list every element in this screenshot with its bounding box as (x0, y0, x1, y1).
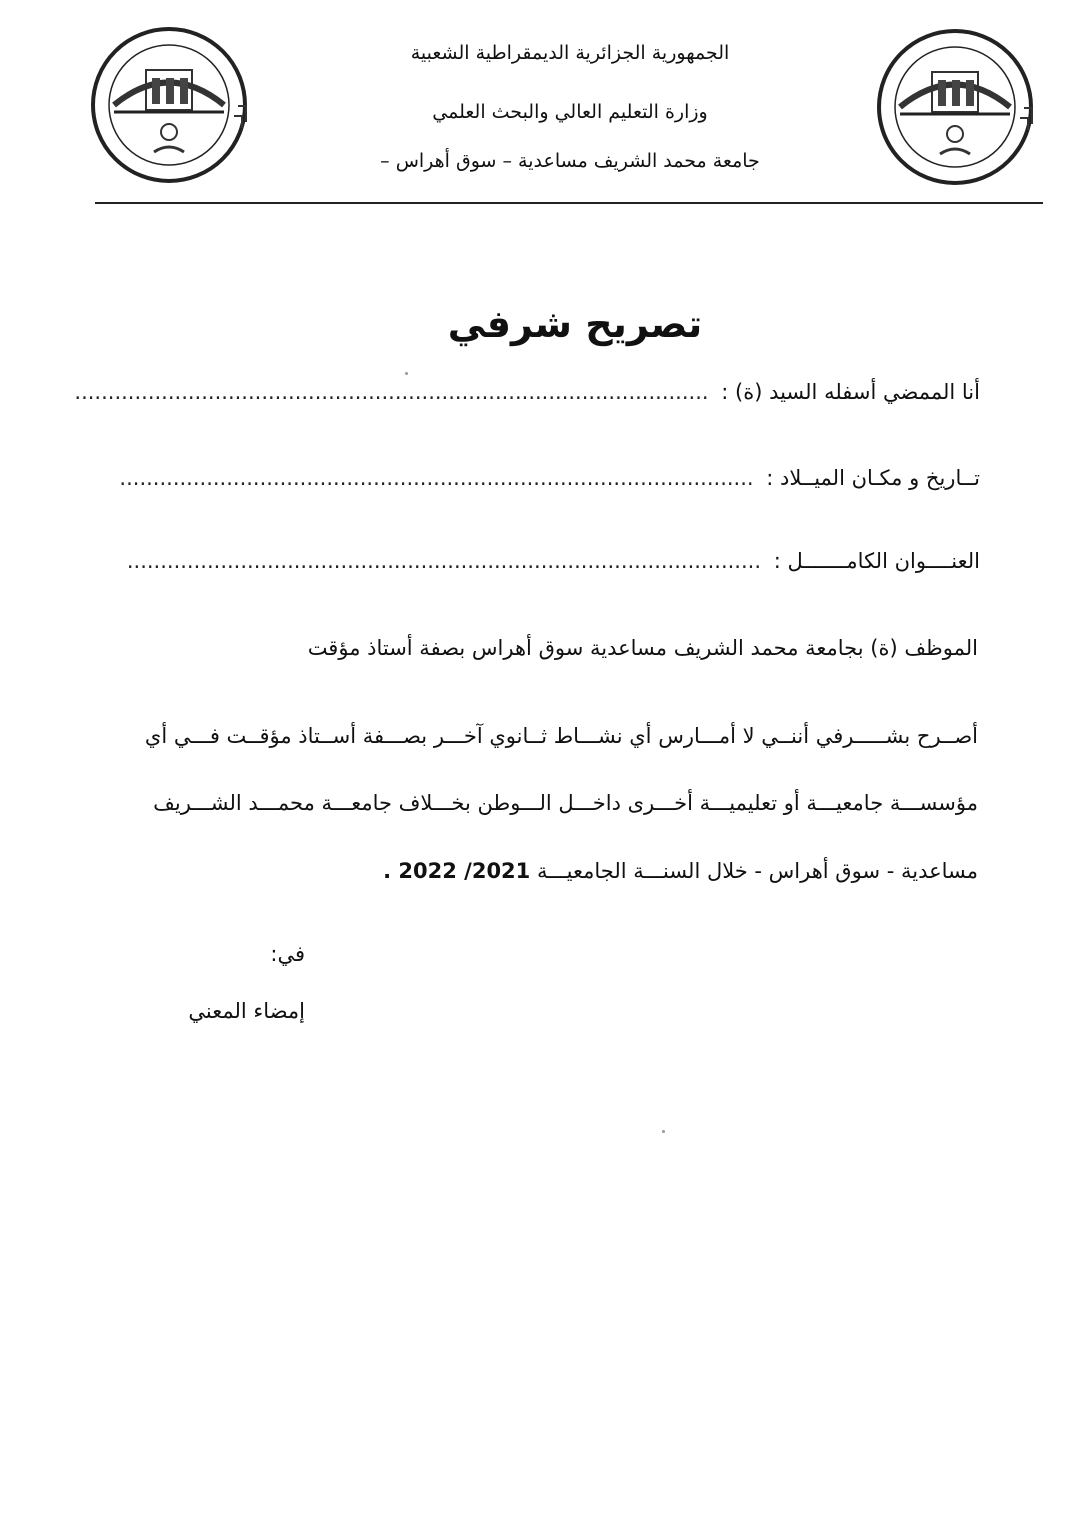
declaration-line-1: أصــرح بشـــــرفي أننــي لا أمـــارس أي نشـــاط ثــانوي آخـــر بصـــفة أســتاذ مؤقــت فـــي أي (144, 724, 978, 748)
ministry-name: وزارة التعليم العالي والبحث العلمي (432, 101, 708, 123)
address-label: العنــــوان الكامـــــــل : (773, 549, 980, 573)
scan-speck (662, 1130, 665, 1133)
university-seal-icon (870, 22, 1040, 192)
declaration-line-3 (100, 856, 978, 886)
university-seal-icon (84, 20, 254, 190)
birth-field (119, 466, 980, 490)
signature-label: إمضاء المعني (188, 999, 305, 1023)
name-field (74, 380, 980, 404)
birth-label: تــاريخ و مكـان الميــلاد : (766, 466, 980, 490)
address-field (126, 549, 980, 573)
place-label: في: (270, 942, 305, 966)
document-title: تصريح شرفي (447, 302, 703, 346)
academic-year: 2021/ 2022 . (383, 859, 531, 883)
address-blank: ............................................................................................... (126, 549, 762, 573)
header-divider (95, 202, 1043, 204)
birth-blank: ............................................................................................... (119, 466, 754, 490)
scan-speck (405, 372, 408, 375)
name-blank: ............................................................................................... (74, 380, 709, 404)
republic-name: الجمهورية الجزائرية الديمقراطية الشعبية (410, 42, 730, 64)
declaration-line-2: مؤسســـة جامعيـــة أو تعليميـــة أخـــرى داخـــل الـــوطن بخـــلاف جامعـــة محمـــد الشـــريف (153, 791, 978, 815)
employee-statement: الموظف (ة) بجامعة محمد الشريف مساعدية سوق أهراس بصفة أستاذ مؤقت (307, 636, 978, 660)
declaration-text: مساعدية - سوق أهراس - خلال السنـــة الجامعيـــة (536, 859, 978, 883)
name-label: أنا الممضي أسفله السيد (ة) : (721, 380, 980, 404)
university-name: جامعة محمد الشريف مساعدية – سوق أهراس – (380, 150, 760, 172)
